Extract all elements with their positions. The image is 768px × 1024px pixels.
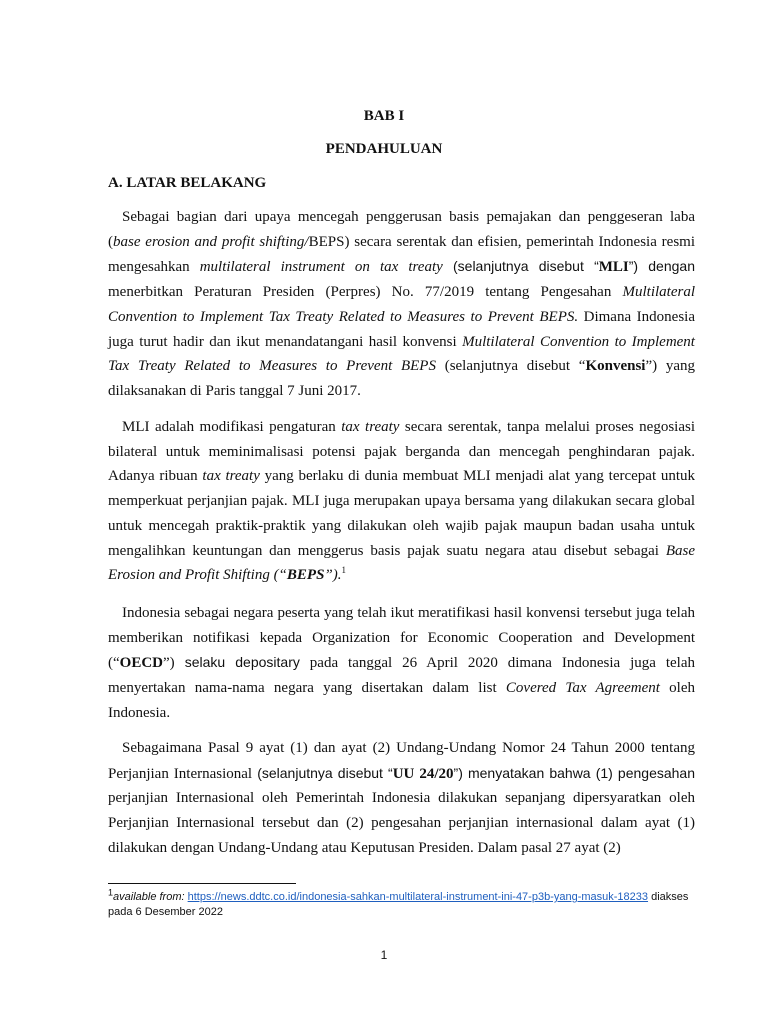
paragraph-4: Sebagaimana Pasal 9 ayat (1) dan ayat (2) Undang-Undang Nomor 24 Tahun 2000 tentang Perjanjian Internasional (selanjutnya disebut “UU 24/20”) menyatakan bahwa (1) pengesahan perjanjian Internasional oleh Pemerintah Indonesia dilakukan sepanjang dipersyaratkan oleh Perjanjian Internasional tersebut dan (2) pengesahan perjanjian internasional dalam ayat (1) dilakukan dengan Undang-Undang atau Keputusan Presiden. Dalam pasal 27 ayat (2) [108, 740, 695, 856]
chapter-number: BAB I [363, 108, 405, 124]
paragraph-2: MLI adalah modifikasi pengaturan tax treaty secara serentak, tanpa melalui proses negosiasi bilateral untuk meminimalisasi potensi pajak berganda dan mencegah penghindaran pajak. Adanya ribuan tax treaty yang berlaku di dunia membuat MLI menjadi alat yang tercepat untuk memperkuat perjanjian pajak. MLI juga merupakan upaya bersama yang dilakukan secara global untuk mencegah praktik-praktik yang dilakukan oleh wajib pajak maupun badan usaha untuk mengalihkan keuntungan dan menggerus basis pajak suatu negara atau disebut sebagai Base Erosion and Profit Shifting (“BEPS”).$^1$ [108, 419, 695, 584]
paragraph-1: Sebagai bagian dari upaya mencegah penggerusan basis pemajakan dan penggeseran laba (base erosion and profit shifting/BEPS) secara serentak dan efisien, pemerintah Indonesia resmi mengesahkan multilateral instrument on tax treaty (selanjutnya disebut “MLI”) dengan menerbitkan Peraturan Presiden (Perpres) No. 77/2019 tentang Pengesahan Multilateral Convention to Implement Tax Treaty Related to Measures to Prevent BEPS. Dimana Indonesia juga turut hadir dan ikut menandatangani hasil konvensi Multilateral Convention to Implement Tax Treaty Related to Measures to Prevent BEPS (selanjutnya disebut “Konvensi”) yang dilaksanakan di Paris tanggal 7 Juni 2017. [108, 209, 696, 399]
page-number: 1 [380, 948, 388, 962]
section-title: A. LATAR BELAKANG [108, 175, 267, 191]
footnote: $^1$available from: https://news.ddtc.co.id/indonesia-sahkan-multilateral-instrument-ini-47-p3b-yang-masuk-18233 diakses pada 6 Desember 2022 [108, 887, 689, 918]
footnote-ref[interactable]: 1 [341, 565, 347, 576]
chapter-title: PENDAHULUAN [325, 141, 443, 157]
paragraph-3: Indonesia sebagai negara peserta yang telah ikut meratifikasi hasil konvensi tersebut juga telah memberikan notifikasi kepada Organization for Economic Cooperation and Development (“OECD”) selaku depositary pada tanggal 26 April 2020 dimana Indonesia juga telah menyertakan nama-nama negara yang disertakan dalam list Covered Tax Agreement oleh Indonesia. [108, 605, 696, 721]
footnote-link[interactable]: https://news.ddtc.co.id/indonesia-sahkan-multilateral-instrument-ini-47-p3b-yang-masuk-18233 [187, 891, 649, 903]
footnote-divider [108, 883, 296, 884]
